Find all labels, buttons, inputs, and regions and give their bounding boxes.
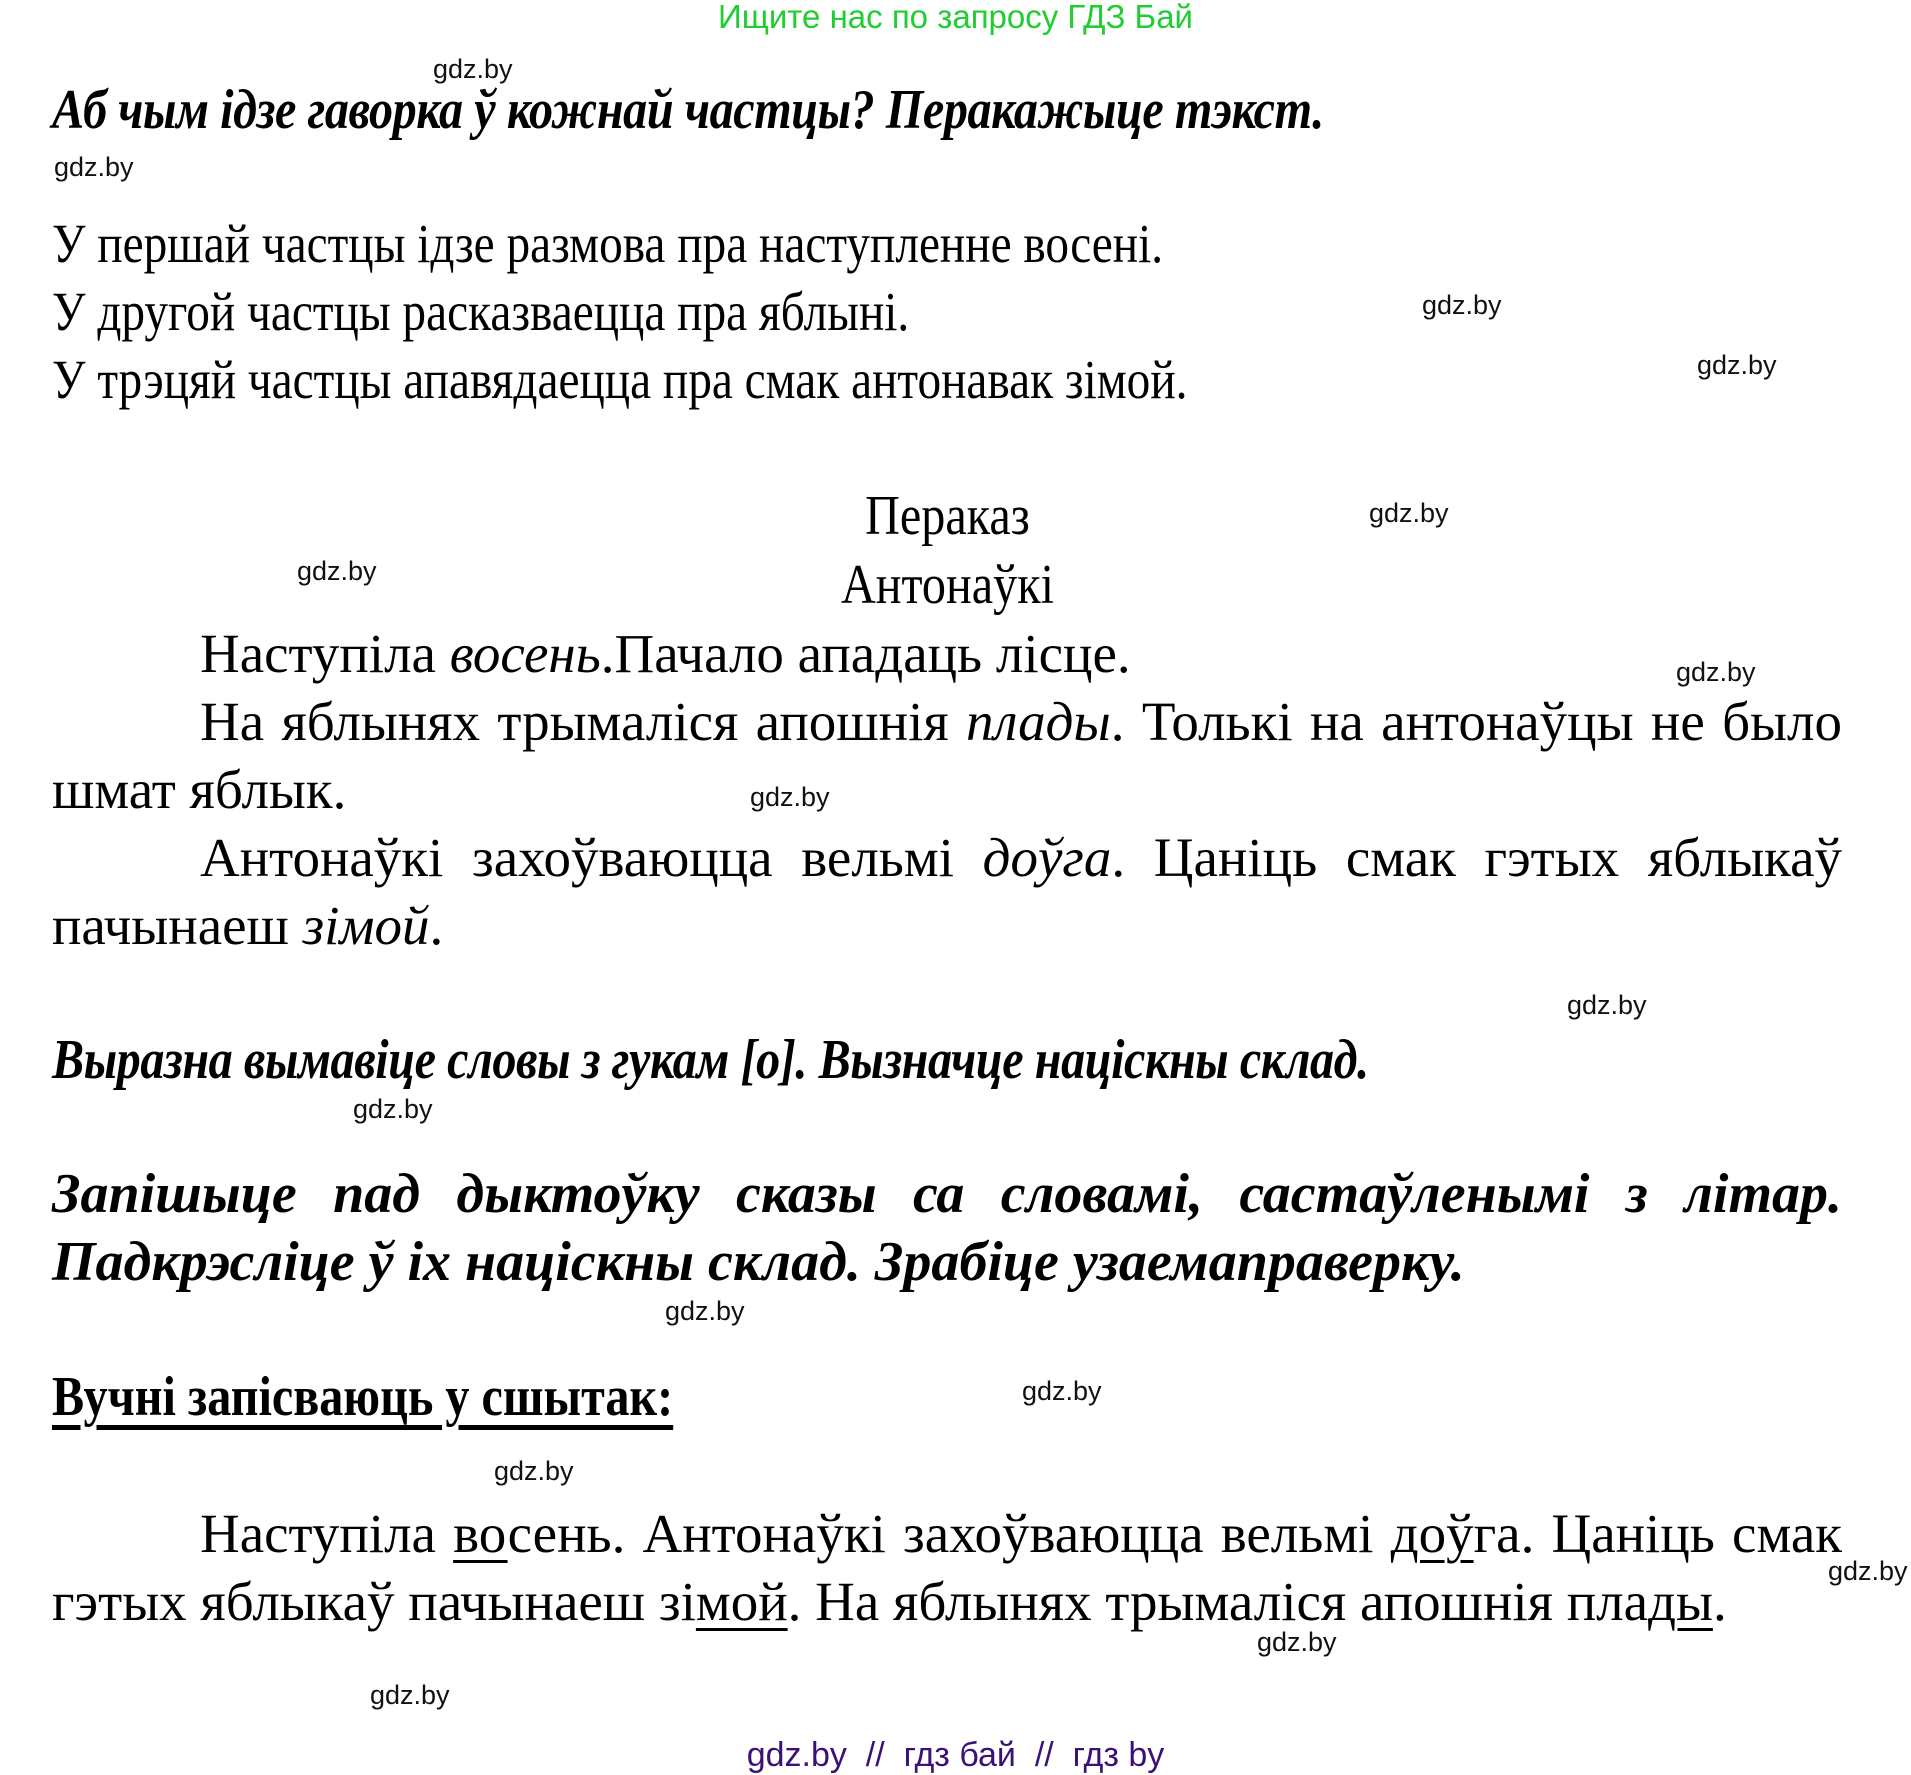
notebook-paragraph: [52, 1500, 1842, 1636]
watermark: gdz.by: [1828, 1556, 1908, 1586]
stressed-syllable: ды: [1648, 1571, 1713, 1632]
watermark: gdz.by: [665, 1296, 745, 1326]
text: .Пачало ападаць лісце.: [600, 623, 1131, 684]
footer-links: gdz.by // гдз бай // гдз by: [746, 1736, 1165, 1774]
answer-line: У трэцяй частцы апавядаецца пра смак антонавак зімой.: [52, 349, 1188, 410]
retelling-subtitle: Антонаўкі: [840, 554, 1055, 616]
watermark: gdz.by: [370, 1680, 450, 1710]
retelling-paragraph: [52, 824, 1842, 960]
watermark: gdz.by: [297, 556, 377, 586]
emphasis-word: плады: [966, 691, 1111, 752]
task-heading: Запішыце пад дыктоўку сказы са словамі, састаўленымі з літар. Падкрэсліце ў іх націскны склад. Зрабіце узаемаправерку.: [52, 1163, 1842, 1293]
watermark: gdz.by: [1022, 1376, 1102, 1406]
retelling-text: [52, 620, 1842, 960]
task-heading: Выразна вымавіце словы з гукам [о]. Вызначце націскны склад.: [52, 1029, 1369, 1091]
text: . На яблынях трымаліся апошнія пла: [787, 1571, 1649, 1632]
text: сень. Антонаўкі захоўваюцца вельмі: [507, 1503, 1391, 1564]
watermark: gdz.by: [494, 1456, 574, 1486]
text: га. Цаніць смак гэтых яблыкаў пачынаеш зі: [52, 1503, 1843, 1632]
watermark: gdz.by: [1697, 350, 1777, 380]
search-banner: Ищите нас по запросу ГДЗ Бай: [718, 0, 1193, 35]
stressed-syllable: мой: [695, 1571, 788, 1632]
stressed-syllable: во: [453, 1503, 508, 1564]
text: Наступіла: [200, 1503, 454, 1564]
answer-line: У першай частцы ідзе размова пра наступленне восені.: [52, 213, 1164, 274]
section-heading: Вучні запісваюць у сшытак:: [52, 1366, 674, 1428]
text: .: [1712, 1571, 1727, 1632]
watermark: gdz.by: [750, 782, 830, 812]
task-heading: Аб чым ідзе гаворка ў кожнай частцы? Перакажыце тэкст.: [52, 79, 1324, 141]
answer-line: У другой частцы расказваецца пра яблыні.: [52, 281, 910, 342]
stressed-syllable: доў: [1390, 1503, 1474, 1564]
emphasis-word: зімой: [302, 895, 430, 956]
text: . Толькі на антонаўцы не было шмат яблык.: [52, 691, 1843, 820]
retelling-paragraph: [52, 620, 1842, 688]
emphasis-word: восень: [449, 623, 601, 684]
text: На яблынях трымаліся апошнія: [200, 691, 967, 752]
retelling-title: Пераказ: [865, 485, 1030, 547]
watermark: gdz.by: [1676, 657, 1756, 687]
watermark: gdz.by: [54, 152, 134, 182]
watermark: gdz.by: [1257, 1627, 1337, 1657]
watermark: gdz.by: [1369, 498, 1449, 528]
watermark: gdz.by: [1422, 290, 1502, 320]
watermark: gdz.by: [353, 1094, 433, 1124]
retelling-paragraph: [52, 688, 1842, 824]
text: Наступіла: [200, 623, 450, 684]
text: Антонаўкі захоўваюцца вельмі: [200, 827, 983, 888]
notebook-text: [52, 1500, 1842, 1636]
watermark: gdz.by: [433, 54, 513, 84]
watermark: gdz.by: [1567, 990, 1647, 1020]
emphasis-word: доўга: [982, 827, 1112, 888]
text: .: [429, 895, 444, 956]
text: . Цаніць смак гэтых яблыкаў пачынаеш: [52, 827, 1842, 956]
